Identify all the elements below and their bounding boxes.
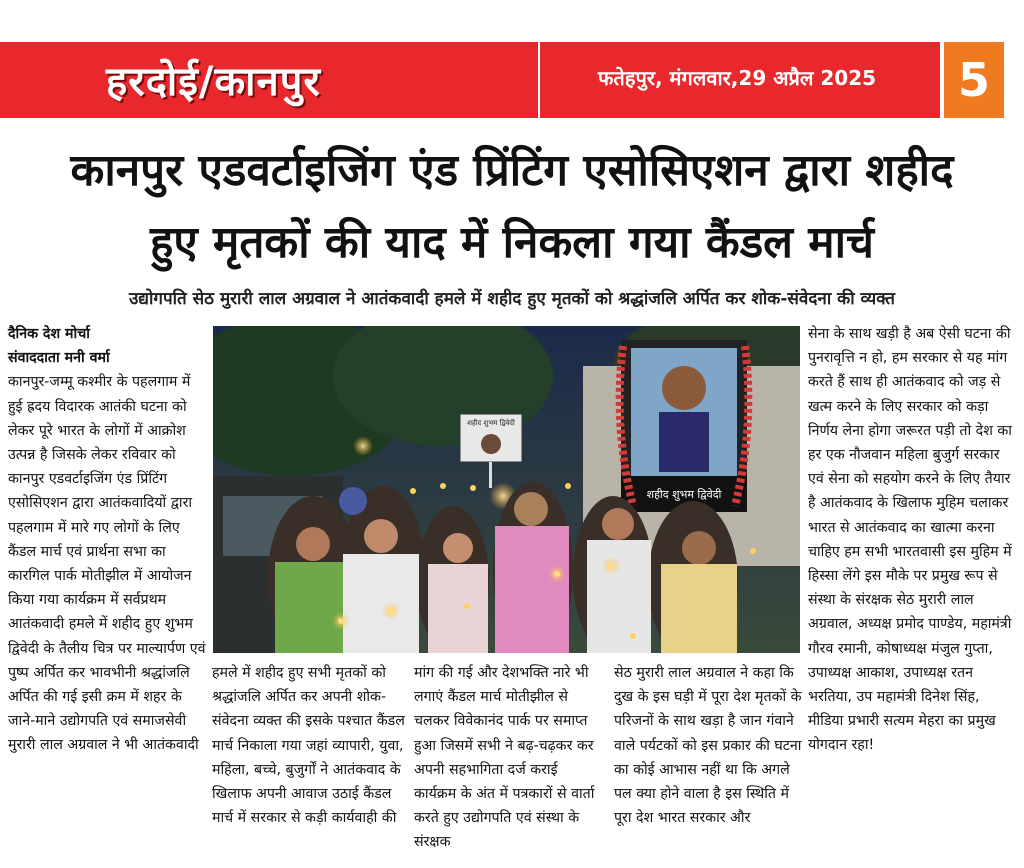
dateline: फतेहपुर, मंगलवार,29 अप्रैल 2025: [598, 66, 877, 90]
headline-line-1: कानपुर एडवर्टाइजिंग एंड प्रिंटिंग एसोसिएशन द्वारा शहीद: [70, 145, 954, 196]
column-4-text: सेठ मुरारी लाल अग्रवाल ने कहा कि दुख के इस घड़ी में पूरा देश मृतकों के परिजनों के साथ खड़ा है जान गंवाने वाले पर्यटकों को इस प्रकार की घटना का कोई आभास नहीं था कि अगले पल क्या होने वाला है इस स्थिति में पूरा देश भारत सरकार और: [614, 665, 802, 827]
column-3-text: मांग की गई और देशभक्ति नारे भी लगाएं कैंडल मार्च मोतीझील से चलकर विवेकानंद पार्क पर समाप्त हुआ जिसमें सभी ने बढ़-चढ़कर कर अपनी सहभागिता दर्ज कराई कार्यक्रम के अंत में पत्रकारों से वार्ता करते हुए उद्योगपति एवं संस्था के संरक्षक: [414, 665, 595, 851]
dateline-banner: [540, 42, 940, 118]
section-banner: [0, 42, 538, 118]
masthead: [0, 42, 1024, 118]
headline-line-2: हुए मृतकों की याद में निकला गया कैंडल मार्च: [150, 217, 874, 268]
byline-reporter: संवाददाता मनी वर्मा: [8, 350, 110, 367]
article-column-5: [808, 322, 1018, 758]
subheadline: उद्योगपति सेठ मुरारी लाल अग्रवाल ने आतंकवादी हमले में शहीद हुए मृतकों को श्रद्धांजलि अर्पित कर शोक-संवेदना की व्यक्त: [128, 289, 895, 309]
column-1-text: कानपुर-जम्मू कश्मीर के पहलगाम में हुई ह्रदय विदारक आतंकी घटना को लेकर पूरे भारत के लोगों में आक्रोश उत्पन्न है जिसके लेकर रविवार को कानपुर एडवर्टाइजिंग एंड प्रिंटिंग एसोसिएशन द्वारा आतंकवादियों द्वारा पहलगाम में मारे गए लोगों के लिए कैंडल मार्च एवं प्रार्थना सभा का कारगिल पार्क मोतीझील में आयोजन किया गया कार्यक्रम में सर्वप्रथम आतंकवादी हमले में शहीद हुए शुभम द्विवेदी के तैलीय चित्र पर माल्यार्पण एवं पुष्प अर्पित कर भावभीनी श्रद्धांजलि अर्पित की गई इसी क्रम में शहर के जाने-माने उद्योगपति एवं समाजसेवी मुरारी लाल अग्रवाल ने भी आतंकवादी: [8, 374, 206, 754]
event-photo: [213, 326, 800, 653]
byline-paper: दैनिक देश मोर्चा: [8, 326, 90, 342]
small-placard-caption: शहीद शुभम द्विवेदी: [467, 419, 515, 427]
article-column-3: [414, 661, 604, 855]
article-column-2: [212, 661, 408, 830]
page-number: 5: [944, 42, 1004, 118]
large-placard-caption: शहीद शुभम द्विवेदी: [646, 488, 722, 501]
column-5-text: सेना के साथ खड़ी है अब ऐसी घटना की पुनरावृत्ति न हो, हम सरकार से यह मांग करते हैं साथ ही आतंकवाद को जड़ से खत्म करने के लिए सरकार को कड़ा निर्णय लेना होगा जरूरत पड़ी तो देश का हर एक नौजवान महिला बुजुर्ग सरकार एवं सेना को सहयोग करने के लिए तैयार है आतंकवाद के खिलाफ मुहिम चलाकर भारत से आतंकवाद का खात्मा करना चाहिए हम सभी भारतवासी इस मुहिम में हिस्सा लेंगे इस मौके पर प्रमुख रूप से संस्था के संरक्षक सेठ मुरारी लाल अग्रवाल, अध्यक्ष प्रमोद पाण्डेय, महामंत्री गौरव रमानी, कोषाध्यक्ष मंजुल गुप्ता, उपाध्यक्ष आकाश, उपाध्यक्ष रतन भरतिया, उप महामंत्री दिनेश सिंह, मीडिया प्रभारी सत्यम मेहरा का प्रमुख योगदान रहा!: [808, 326, 1012, 754]
candle-march-photo: [213, 326, 800, 653]
column-2-text: हमले में शहीद हुए सभी मृतकों को श्रद्धांजलि अर्पित कर अपनी शोक-संवेदना व्यक्त की इसके पश्चात कैंडल मार्च निकाला गया जहां व्यापारी, युवा, महिला, बच्चे, बुजुर्गों ने आतंकवाद के खिलाफ अपनी आवाज उठाई कैंडल मार्च में सरकार से कड़ी कार्यवाही की: [212, 665, 405, 827]
article-column-4: [614, 661, 802, 830]
article-column-1: [8, 322, 208, 758]
section-title: हरदोई/कानपुर: [106, 59, 321, 105]
